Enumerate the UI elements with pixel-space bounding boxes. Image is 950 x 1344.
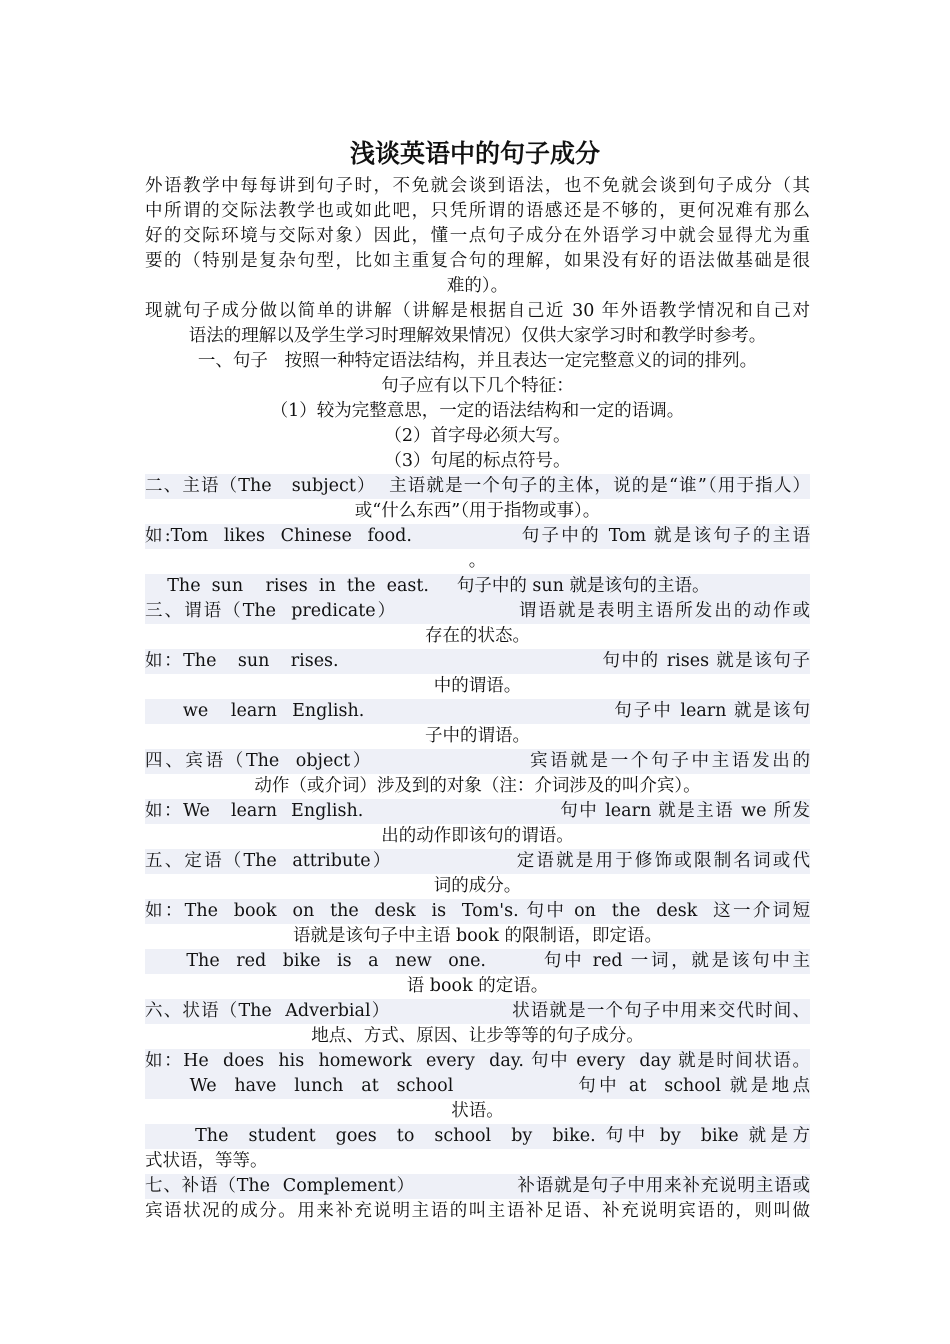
- text-line: （2）首字母必须大写。: [384, 426, 571, 446]
- text-line: 二、主语（The subject） 主语就是一个句子的主体，说的是“谁”（用于指人）: [145, 474, 810, 499]
- text-line: 地点、方式、原因、让步等等的句子成分。: [311, 1026, 644, 1046]
- page-title: 浅谈英语中的句子成分: [349, 139, 600, 168]
- text-line: 状语。: [451, 1101, 504, 1121]
- text-line: 外语教学中每每讲到句子时，不免就会谈到语法，也不免就会谈到句子成分（其: [145, 176, 810, 196]
- text-line: 词的成分。: [433, 876, 522, 896]
- text-line: 如：He does his homework every day. 句中 every day 就是时间状语。: [145, 1049, 810, 1074]
- text-line: 现就句子成分做以简单的讲解（讲解是根据自己近 30 年外语教学情况和自己对: [145, 301, 810, 321]
- text-line: we learn English. 句子中 learn 就是该句: [145, 699, 810, 724]
- text-line: 语 book 的定语。: [406, 976, 549, 996]
- text-line: 要的（特别是复杂句型，比如主重复合句的理解，如果没有好的语法做基础是很: [145, 251, 810, 271]
- text-line: 六、状语（The Adverbial） 状语就是一个句子中用来交代时间、: [145, 999, 810, 1024]
- text-line: 如：The book on the desk is Tom's. 句中 on the desk 这一介词短: [145, 899, 810, 924]
- text-line: 好的交际环境与交际对象）因此，懂一点句子成分在外语学习中就会显得尤为重: [145, 226, 810, 246]
- text-line: 如：The sun rises. 句中的 rises 就是该句子: [145, 649, 810, 674]
- text-line: 四、宾语（The object） 宾语就是一个句子中主语发出的: [145, 749, 810, 774]
- text-line: The red bike is a new one. 句中 red 一词，就是该句中主: [145, 949, 810, 974]
- text-line: 五、定语（The attribute） 定语就是用于修饰或限制名词或代: [145, 849, 810, 874]
- text-line: 七、补语（The Complement） 补语就是句子中用来补充说明主语或: [145, 1174, 810, 1199]
- text-line: 宾语状况的成分。用来补充说明主语的叫主语补足语、补充说明宾语的，则叫做: [145, 1201, 810, 1221]
- text-line: 或“什么东西”（用于指物或事）。: [354, 501, 601, 521]
- text-line: 难的）。: [446, 276, 509, 296]
- text-line: 句子应有以下几个特征：: [381, 376, 574, 396]
- text-line: 如：We learn English. 句中 learn 就是主语 we 所发: [145, 799, 810, 824]
- text-line: 中所谓的交际法教学也或如此吧，只凭所谓的语感还是不够的，更何况难有那么: [145, 201, 810, 221]
- text-line: We have lunch at school 句中 at school 就是地点: [145, 1074, 810, 1099]
- text-line: 动作（或介词）涉及到的对象（注：介词涉及的叫介宾）。: [254, 776, 701, 796]
- text-line: 式状语，等等。: [145, 1151, 268, 1171]
- text-line: 语就是该句子中主语 book 的限制语，即定语。: [292, 926, 662, 946]
- text-line: 语法的理解以及学生学习时理解效果情况）仅供大家学习时和教学时参考。: [188, 326, 767, 346]
- text-line: The sun rises in the east. 句子中的 sun 就是该句的主语。: [145, 574, 810, 599]
- text-line: 子中的谓语。: [425, 726, 530, 746]
- text-line: 中的谓语。: [433, 676, 522, 696]
- text-line: 出的动作即该句的谓语。: [381, 826, 574, 846]
- text-line: 三、谓语（The predicate） 谓语就是表明主语所发出的动作或: [145, 599, 810, 624]
- text-line: 。: [468, 551, 487, 571]
- text-line: （3）句尾的标点符号。: [384, 451, 571, 471]
- text-line: 存在的状态。: [425, 626, 530, 646]
- text-line: The student goes to school by bike. 句中 by bike 就是方: [145, 1124, 810, 1149]
- text-line: 如:Tom likes Chinese food. 句子中的 Tom 就是该句子的主语: [145, 524, 810, 549]
- text-line: （1）较为完整意思，一定的语法结构和一定的语调。: [270, 401, 685, 421]
- text-line: 一、句子 按照一种特定语法结构，并且表达一定完整意义的词的排列。: [197, 351, 758, 371]
